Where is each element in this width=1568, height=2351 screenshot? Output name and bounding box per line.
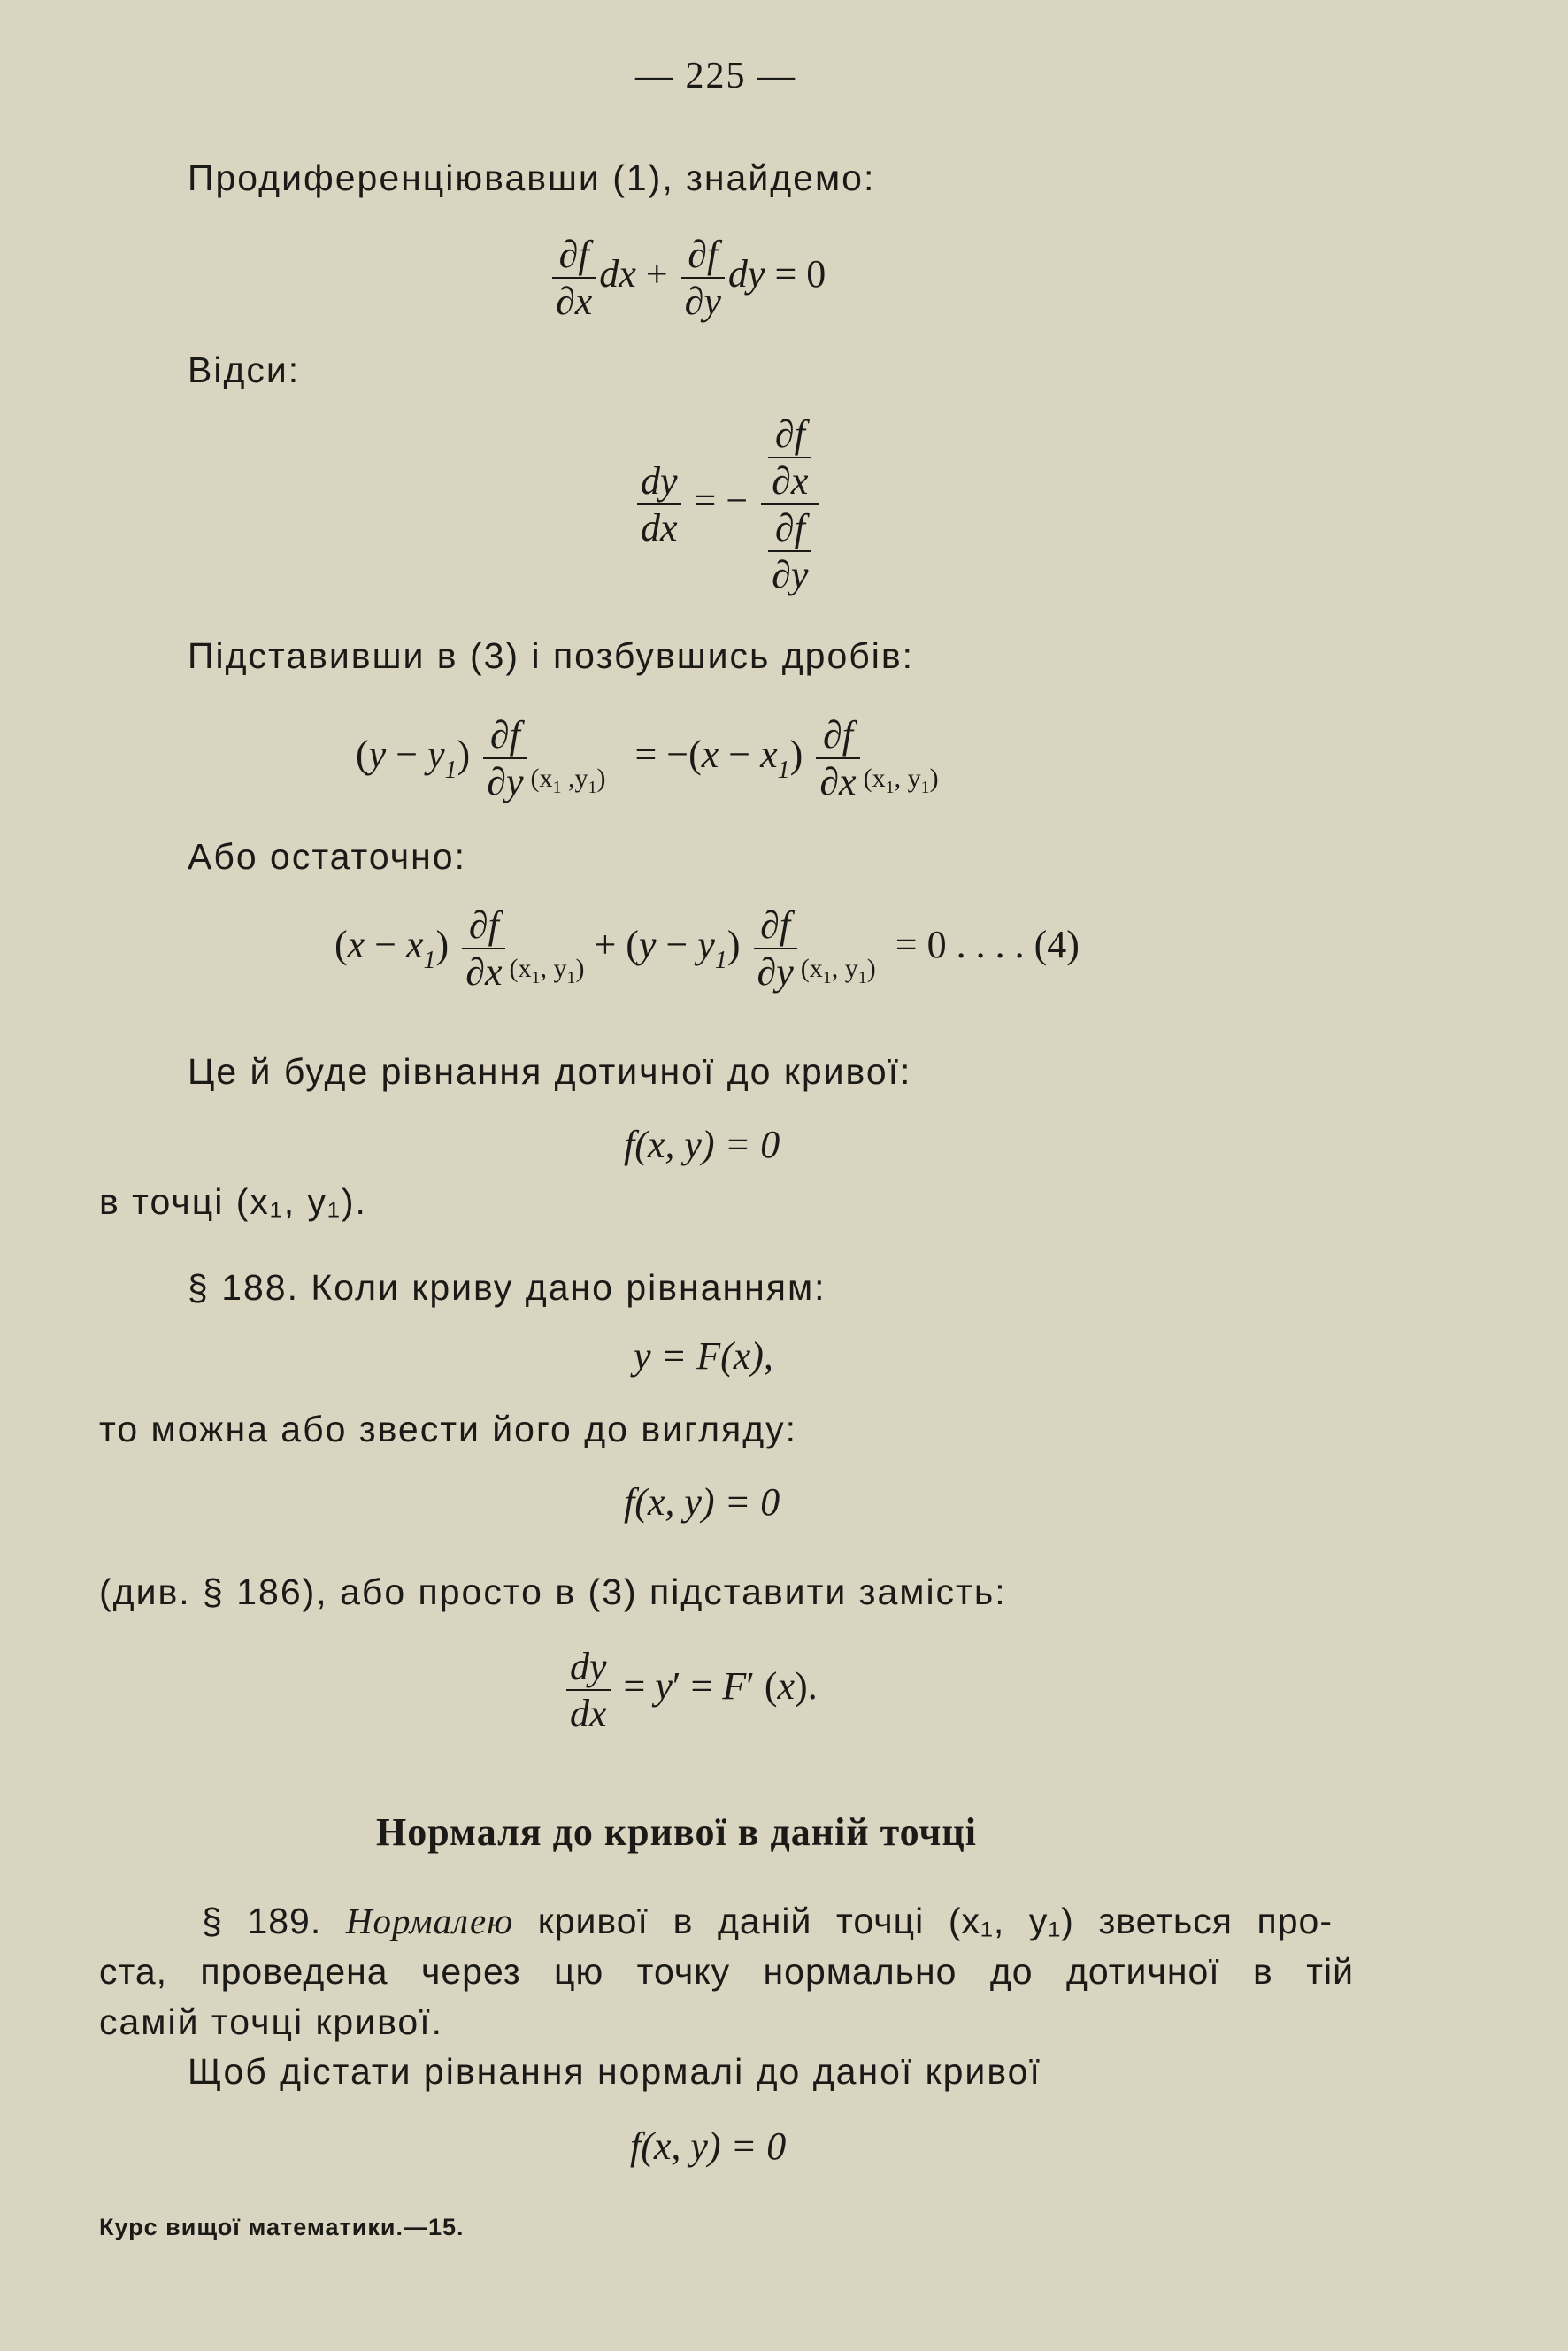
- equation-derivative: $\frac{dy}{dx}$ = − $\frac{\frac{\partial f}{\partial x}}{\frac{\partial f}{\partial y}}$: [634, 411, 822, 597]
- section-189-line-1: [202, 1900, 1333, 1942]
- paragraph-reduce-form: то можна або звести його до вигляду:: [99, 1409, 798, 1449]
- paragraph-differentiating: Продиференціювавши (1), знайдемо:: [188, 158, 876, 198]
- paragraph-tangent-equation: Це й буде рівнання дотичної до кривої:: [188, 1051, 912, 1092]
- equation-tangent-intermediate: $(y - y_1)$ $\frac{\partial f}{\partial y}$ $_{(x_1 ,y_1)} = -(x - x_1)$ $\frac{\partial f}{\partial x}$ $_{(x_1, y_1)}$: [356, 713, 939, 803]
- paragraph-hence: Відси:: [188, 350, 301, 390]
- page-footer: Курс вищої математики.—15.: [99, 2214, 465, 2240]
- equation-total-differential: $\frac{\partial f}{\partial x}$ dx + $\frac{\partial f}{\partial y}$ dy = 0: [549, 232, 826, 324]
- paragraph-substituting: Підставивши в (3) і позбувшись дробів:: [188, 635, 915, 676]
- paragraph-finally: Або остаточно:: [188, 836, 466, 877]
- equation-explicit-curve: y = F(x),: [634, 1334, 773, 1378]
- paragraph-see-186: (див. § 186), або просто в (3) підставити замість:: [99, 1571, 1007, 1612]
- page-number: — 225 —: [635, 56, 796, 96]
- section-189-line-3: самій точці кривої.: [99, 2001, 444, 2042]
- equation-curve-3: f(x, y) = 0: [630, 2124, 787, 2168]
- equation-derivative-explicit: $\frac{dy}{dx}$ = y′ = F′ (x).: [563, 1644, 818, 1736]
- paragraph-at-point: в точці (x₁, y₁).: [99, 1181, 367, 1222]
- section-189-text: кривої в даній точці (x₁, y₁) зветься про-: [513, 1901, 1333, 1941]
- equation-tangent-final: $(x - x_1)$ $\frac{\partial f}{\partial x}$ $_{(x_1, y_1)} + (y - y_1)$ $\frac{\partial f}{\partial y}$ $_{(x_1, y_1)}$ = 0 . . . . (4): [334, 903, 1080, 994]
- section-189-number: § 189.: [202, 1901, 346, 1941]
- section-188-intro: § 188. Коли криву дано рівнанням:: [188, 1267, 826, 1308]
- equation-curve-1: f(x, y) = 0: [624, 1123, 780, 1166]
- term-normal: Нормалею: [345, 1901, 514, 1941]
- paragraph-to-get-normal: Щоб дістати рівнання нормалі до даної кривої: [188, 2051, 1041, 2092]
- section-heading-normal: Нормаля до кривої в даній точці: [376, 1810, 977, 1854]
- section-189-line-2: ста, проведена через цю точку нормально до дотичної в тій: [99, 1951, 1354, 1992]
- equation-curve-2: f(x, y) = 0: [624, 1480, 780, 1524]
